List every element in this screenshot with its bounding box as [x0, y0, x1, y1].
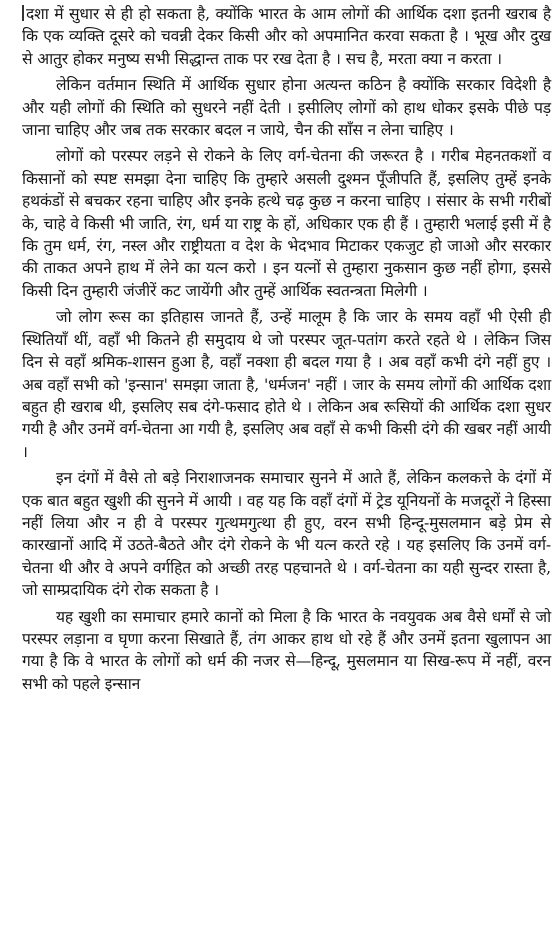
paragraph-1-text: दशा में सुधार से ही हो सकता है, क्योंकि भारत के आम लोगों की आर्थिक दशा इतनी खराब है कि एक व्यक्ति दूसरे को चवन्नी देकर किसी और को अपमानित करवा सकता है । भूख और दुख से आतुर होकर मनुष्य सभी सिद्धान्त ताक पर रख देता है । सच है, मरता क्या न करता ।	[22, 5, 551, 68]
paragraph-1	[22, 3, 551, 70]
paragraph-4: जो लोग रूस का इतिहास जानते हैं, उन्हें मालूम है कि जार के समय वहाँ भी ऐसी ही स्थितियाँ थीं, वहाँ भी कितने ही समुदाय थे जो परस्पर जूत-पतांग करते रहते थे । लेकिन जिस दिन से वहाँ श्रमिक-शासन हुआ है, वहाँ नक्शा ही बदल गया है । अब वहाँ कभी दंगे नहीं हुए । अब वहाँ सभी को 'इन्सान' समझा जाता है, 'धर्मजन' नहीं । जार के समय लोगों की आर्थिक दशा बहुत ही खराब थी, इसलिए सब दंगे-फसाद होते थे । लेकिन अब रूसियों की आर्थिक दशा सुधर गयी है और उनमें वर्ग-चेतना आ गयी है, इसलिए अब वहाँ से कभी किसी दंगे की खबर नहीं आयी ।	[22, 308, 551, 461]
text-cursor-icon	[22, 5, 24, 21]
paragraph-6: यह खुशी का समाचार हमारे कानों को मिला है कि भारत के नवयुवक अब वैसे धर्मों से जो परस्पर लड़ाना व घृणा करना सिखाते हैं, तंग आकर हाथ धो रहे हैं और उनमें इतना खुलापन आ गया है कि वे भारत के लोगों को धर्म की नजर से—हिन्दू, मुसलमान या सिख-रूप में नहीं, वरन सभी को पहले इन्सान	[22, 607, 551, 693]
paragraph-5: इन दंगों में वैसे तो बड़े निराशाजनक समाचार सुनने में आते हैं, लेकिन कलकत्ते के दंगों में एक बात बहुत खुशी की सुनने में आयी । वह यह कि वहाँ दंगों में ट्रेड यूनियनों के मजदूरों ने हिस्सा नहीं लिया और न ही वे परस्पर गुत्थमगुत्था ही हुए, वरन सभी हिन्दू-मुसलमान बड़े प्रेम से कारखानों आदि में उठते-बैठते और दंगे रोकने के भी यत्न करते रहे । यह इसलिए कि उनमें वर्ग-चेतना थी और वे अपने वर्गहित को अच्छी तरह पहचानते थे । वर्ग-चेतना का यही सुन्दर रास्ता है, जो साम्प्रदायिक दंगे रोक सकता है ।	[22, 469, 551, 600]
paragraph-2: लेकिन वर्तमान स्थिति में आर्थिक सुधार होना अत्यन्त कठिन है क्योंकि सरकार विदेशी है और यही लोगों की स्थिति को सुधरने नहीं देती । इसीलिए लोगों को हाथ धोकर इसके पीछे पड़ जाना चाहिए और जब तक सरकार बदल न जाये, चैन की साँस न लेना चाहिए ।	[22, 76, 551, 140]
paragraph-3: लोगों को परस्पर लड़ने से रोकने के लिए वर्ग-चेतना की जरूरत है । गरीब मेहनतकशों व किसानों को स्पष्ट समझा देना चाहिए कि तुम्हारे असली दुश्मन पूँजीपति हैं, इसलिए तुम्हें इनके हथकंडों से बचकर रहना चाहिए और इनके हत्थे चढ़ कुछ न करना चाहिए । संसार के सभी गरीबों के, चाहे वे किसी भी जाति, रंग, धर्म या राष्ट्र के हों, अधिकार एक ही हैं । तुम्हारी भलाई इसी में है कि तुम धर्म, रंग, नस्ल और राष्ट्रीयता व देश के भेदभाव मिटाकर एकजुट हो जाओ और सरकार की ताकत अपने हाथ में लेने का यत्न करो । इन यत्नों से तुम्हारा नुकसान कुछ नहीं होगा, इससे किसी दिन तुम्हारी जंजीरें कट जायेंगी और तुम्हें आर्थिक स्वतन्त्रता मिलेगी ।	[22, 147, 551, 300]
